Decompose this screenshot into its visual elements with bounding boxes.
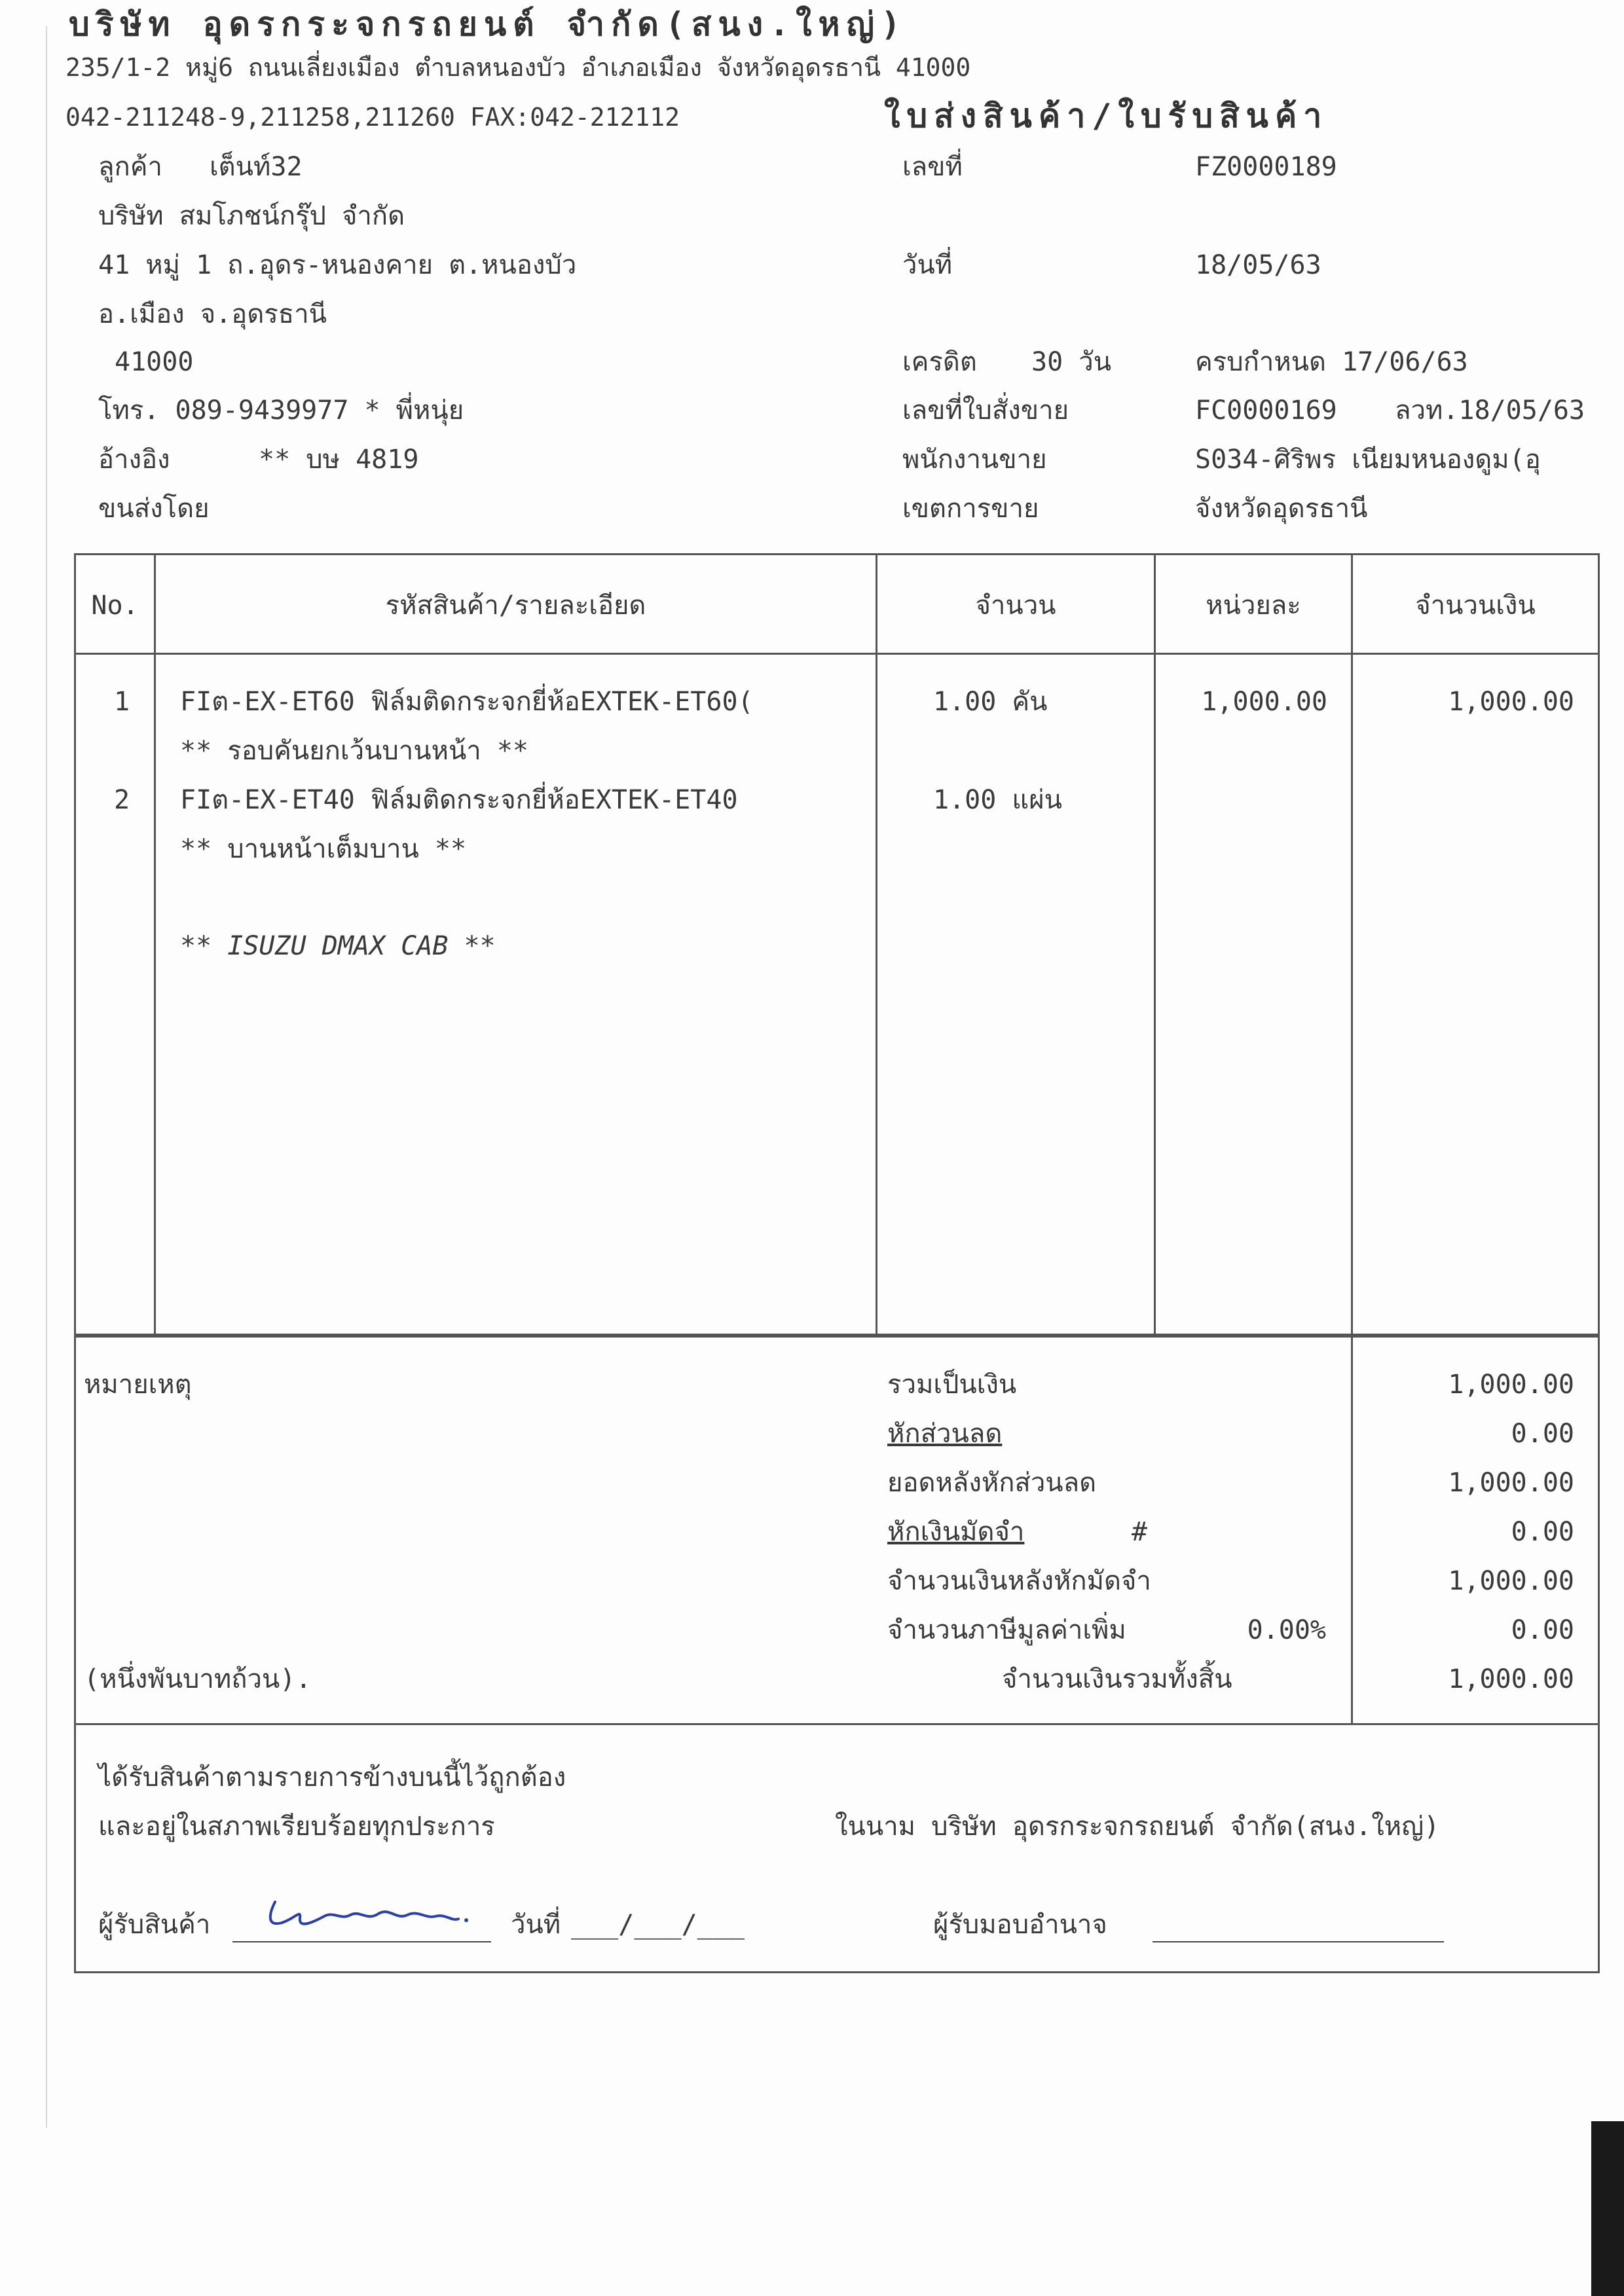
col-divider — [154, 553, 156, 1336]
after-deposit-value: 1,000.00 — [1448, 1566, 1574, 1596]
row-note: ** บานหน้าเต็มบาน ** — [180, 834, 467, 864]
receiver-label: ผู้รับสินค้า — [98, 1910, 211, 1940]
authorized-signature-line — [1153, 1941, 1444, 1942]
doc-no-label: เลขที่ — [902, 152, 963, 182]
col-header-no: No. — [91, 591, 139, 621]
grand-total-value: 1,000.00 — [1448, 1664, 1574, 1694]
company-phone: 042-211248-9,211258,211260 FAX:042-212112 — [65, 103, 680, 132]
scan-edge — [46, 26, 47, 2128]
row-amount: 1,000.00 — [1448, 687, 1574, 717]
sales-order-label: เลขที่ใบสั่งขาย — [902, 395, 1069, 426]
vat-value: 0.00 — [1511, 1615, 1574, 1645]
receipt-statement-2: และอยู่ในสภาพเรียบร้อยทุกประการ — [98, 1812, 495, 1842]
authorized-label: ผู้รับมอบอำนาจ — [933, 1910, 1107, 1940]
grand-total-label: จำนวนเงินรวมทั้งสิ้น — [1002, 1664, 1232, 1694]
row-note: ** รอบคันยกเว้นบานหน้า ** — [180, 736, 528, 766]
customer-label: ลูกค้า — [98, 152, 162, 182]
deposit-label: หักเงินมัดจำ — [887, 1517, 1025, 1547]
discount-label: หักส่วนลด — [887, 1419, 1003, 1449]
row-quantity: 1.00 คัน — [933, 687, 1048, 717]
table-header-divider — [74, 653, 1600, 655]
reference-value: ** บษ 4819 — [259, 445, 419, 475]
due-date: ครบกำหนด 17/06/63 — [1195, 347, 1468, 377]
row-no: 1 — [113, 687, 130, 717]
sales-order-no: FC0000169 — [1195, 395, 1337, 426]
company-address: 235/1-2 หมู่6 ถนนเลี่ยงเมือง ตำบลหนองบัว อำเภอเมือง จังหวัดอุดรธานี 41000 — [65, 53, 971, 82]
customer-phone: โทร. 089-9439977 * พี่หนุ่ย — [98, 395, 464, 426]
receiver-signature-line — [232, 1941, 491, 1942]
salesperson-value: S034-ศิริพร เนียมหนองดูม(อุ — [1195, 445, 1541, 475]
col-header-unit-price: หน่วยละ — [1206, 591, 1301, 621]
col-header-description: รหัสสินค้า/รายละเอียด — [385, 591, 646, 621]
sales-order-date: ลวท.18/05/63 — [1395, 395, 1585, 426]
customer-name: บริษัท สมโภชน์กรุ๊ป จำกัด — [98, 201, 405, 231]
document-title: ใบส่งสินค้า/ใบรับสินค้า — [884, 97, 1329, 135]
col-divider — [1351, 553, 1353, 1336]
row-description: FIต-EX-ET60 ฟิล์มติดกระจกยี่ห้อEXTEK-ET60( — [180, 687, 754, 717]
row-description: FIต-EX-ET40 ฟิล์มติดกระจกยี่ห้อEXTEK-ET40 — [180, 785, 738, 815]
subtotal-label: รวมเป็นเงิน — [887, 1370, 1017, 1400]
amount-in-words: (หนึ่งพันบาทถ้วน). — [84, 1664, 312, 1694]
shipping-label: ขนส่งโดย — [98, 494, 210, 524]
credit-value: 30 วัน — [1031, 347, 1112, 377]
after-deposit-label: จำนวนเงินหลังหักมัดจำ — [887, 1566, 1151, 1596]
col-header-amount: จำนวนเงิน — [1415, 591, 1536, 621]
receive-date-blank: ___/___/___ — [571, 1910, 745, 1940]
company-name: บริษัท อุดรกระจกรถยนต์ จำกัด(สนง.ใหญ่) — [69, 5, 908, 43]
receive-date-label: วันที่ — [511, 1910, 561, 1940]
vat-label: จำนวนภาษีมูลค่าเพิ่ม — [887, 1615, 1126, 1645]
col-header-quantity: จำนวน — [975, 591, 1056, 621]
col-divider — [876, 553, 877, 1336]
after-discount-value: 1,000.00 — [1448, 1468, 1574, 1498]
sales-area-value: จังหวัดอุดรธานี — [1195, 494, 1368, 524]
deposit-mark: # — [1132, 1517, 1148, 1547]
customer-zip: 41000 — [115, 347, 194, 377]
receipt-statement-1: ได้รับสินค้าตามรายการข้างบนนี้ไว้ถูกต้อง — [98, 1762, 566, 1793]
doc-no: FZ0000189 — [1195, 152, 1337, 182]
deposit-value: 0.00 — [1511, 1517, 1574, 1547]
subtotal-value: 1,000.00 — [1448, 1370, 1574, 1400]
row-unit-price: 1,000.00 — [1201, 687, 1327, 717]
customer-code: เต็นท์32 — [210, 152, 303, 182]
credit-label: เครดิต — [902, 347, 977, 377]
reference-label: อ้างอิง — [98, 445, 170, 475]
vat-rate: 0.00% — [1247, 1615, 1326, 1645]
after-discount-label: ยอดหลังหักส่วนลด — [887, 1468, 1097, 1498]
vehicle-note: ** ISUZU DMAX CAB ** — [180, 931, 496, 961]
date-label: วันที่ — [902, 250, 953, 280]
doc-date: 18/05/63 — [1195, 250, 1321, 280]
col-divider — [1154, 553, 1156, 1336]
customer-address-1: 41 หมู่ 1 ถ.อุดร-หนองคาย ต.หนองบัว — [98, 250, 577, 280]
row-quantity: 1.00 แผ่น — [933, 785, 1062, 815]
row-no: 2 — [113, 785, 130, 815]
salesperson-label: พนักงานขาย — [902, 445, 1047, 475]
customer-address-2: อ.เมือง จ.อุดรธานี — [98, 299, 327, 329]
discount-value: 0.00 — [1511, 1419, 1574, 1449]
sales-area-label: เขตการขาย — [902, 494, 1039, 524]
receiver-signature — [262, 1889, 478, 1941]
on-behalf-text: ในนาม บริษัท อุดรกระจกรถยนต์ จำกัด(สนง.ใหญ่) — [835, 1812, 1440, 1842]
remark-label: หมายเหตุ — [84, 1370, 192, 1400]
scan-artifact-bar — [1591, 2121, 1624, 2296]
